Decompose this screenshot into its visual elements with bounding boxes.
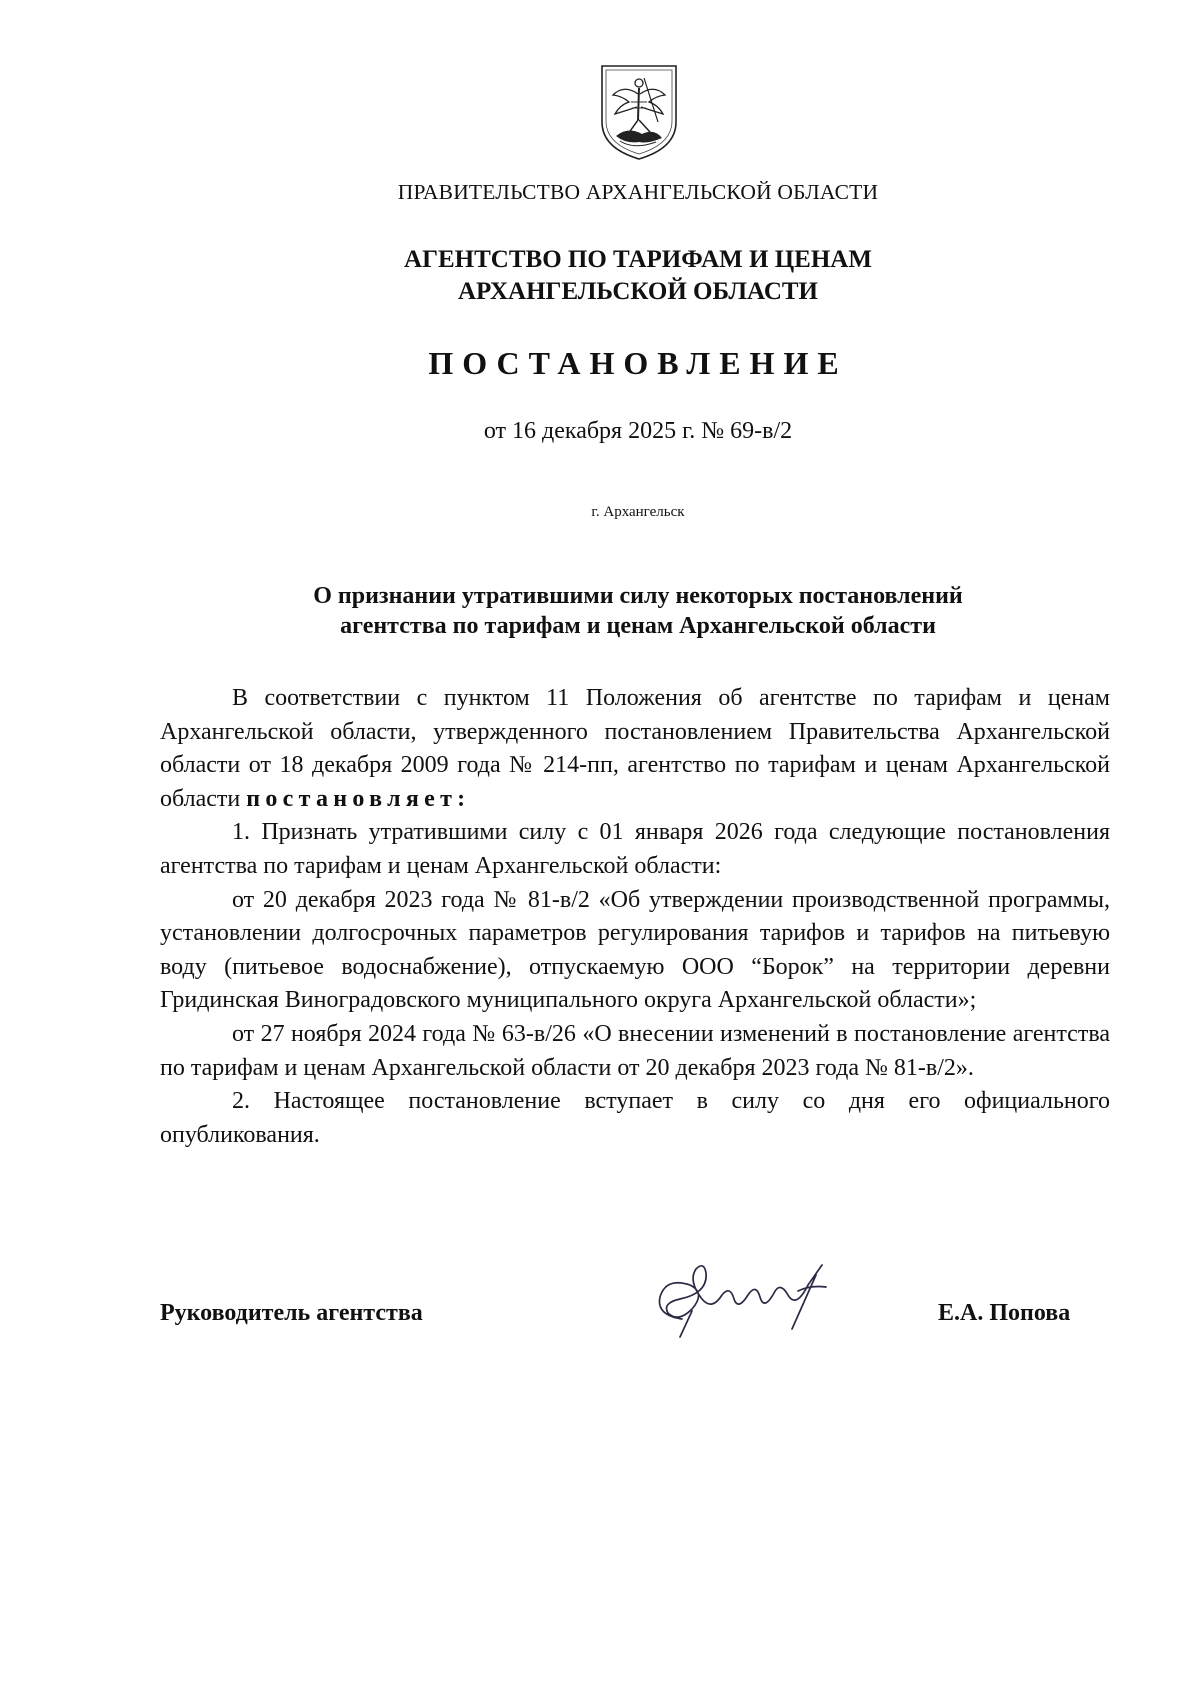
preamble-paragraph <box>160 682 1110 816</box>
preamble-text: В соответствии с пунктом 11 Положения об агентстве по тарифам и ценам Архангельской области, утвержденного постановлением Правительства Архангельской области от 18 декабря 2009 года № 214-пп, агентство по тарифам и ценам Архангельской области <box>160 685 1110 812</box>
clause-2-paragraph: 2. Настоящее постановление вступает в силу со дня его официального опубликования. <box>160 1088 1110 1148</box>
document-title-line2: агентства по тарифам и ценам Архангельской области <box>340 613 936 639</box>
clause-1-paragraph: 1. Признать утратившими силу с 01 января 2026 года следующие постановления агентства по тарифам и ценам Архангельской области: <box>160 819 1110 879</box>
signatory-name: Е.А. Попова <box>938 1300 1071 1326</box>
agency-name <box>0 244 1200 308</box>
repealed-act-2-paragraph: от 27 ноября 2024 года № 63-в/26 «О внесении изменений в постановление агентства по тарифам и ценам Архангельской области от 20 декабря 2023 года № 81-в/2». <box>160 1020 1110 1081</box>
agency-name-line2: АРХАНГЕЛЬСКОЙ ОБЛАСТИ <box>458 278 818 305</box>
coat-of-arms-icon <box>598 62 680 162</box>
handwritten-signature <box>648 1255 844 1343</box>
document-city: г. Архангельск <box>591 504 685 520</box>
agency-name-line1: АГЕНТСТВО ПО ТАРИФАМ И ЦЕНАМ <box>404 246 872 273</box>
signatory-role: Руководитель агентства <box>160 1300 423 1326</box>
government-name: ПРАВИТЕЛЬСТВО АРХАНГЕЛЬСКОЙ ОБЛАСТИ <box>397 180 879 204</box>
document-date-number: от 16 декабря 2025 г. № 69-в/2 <box>483 418 793 444</box>
document-type: ПОСТАНОВЛЕНИЕ <box>428 345 848 381</box>
resolve-keyword: постановляет: <box>246 785 471 812</box>
document-title <box>0 581 1200 641</box>
document-body <box>160 682 1110 1152</box>
document-title-line1: О признании утратившими силу некоторых постановлений <box>313 583 963 609</box>
repealed-act-1-paragraph: от 20 декабря 2023 года № 81-в/2 «Об утверждении производственной программы, установлении долгосрочных параметров регулирования тарифов и тарифов на питьевую воду (питьевое водоснабжение), отпускаемую ООО “Борок” на территории деревни Гридинская Виноградовского муниципального округа Архангельской области»; <box>160 886 1110 1014</box>
